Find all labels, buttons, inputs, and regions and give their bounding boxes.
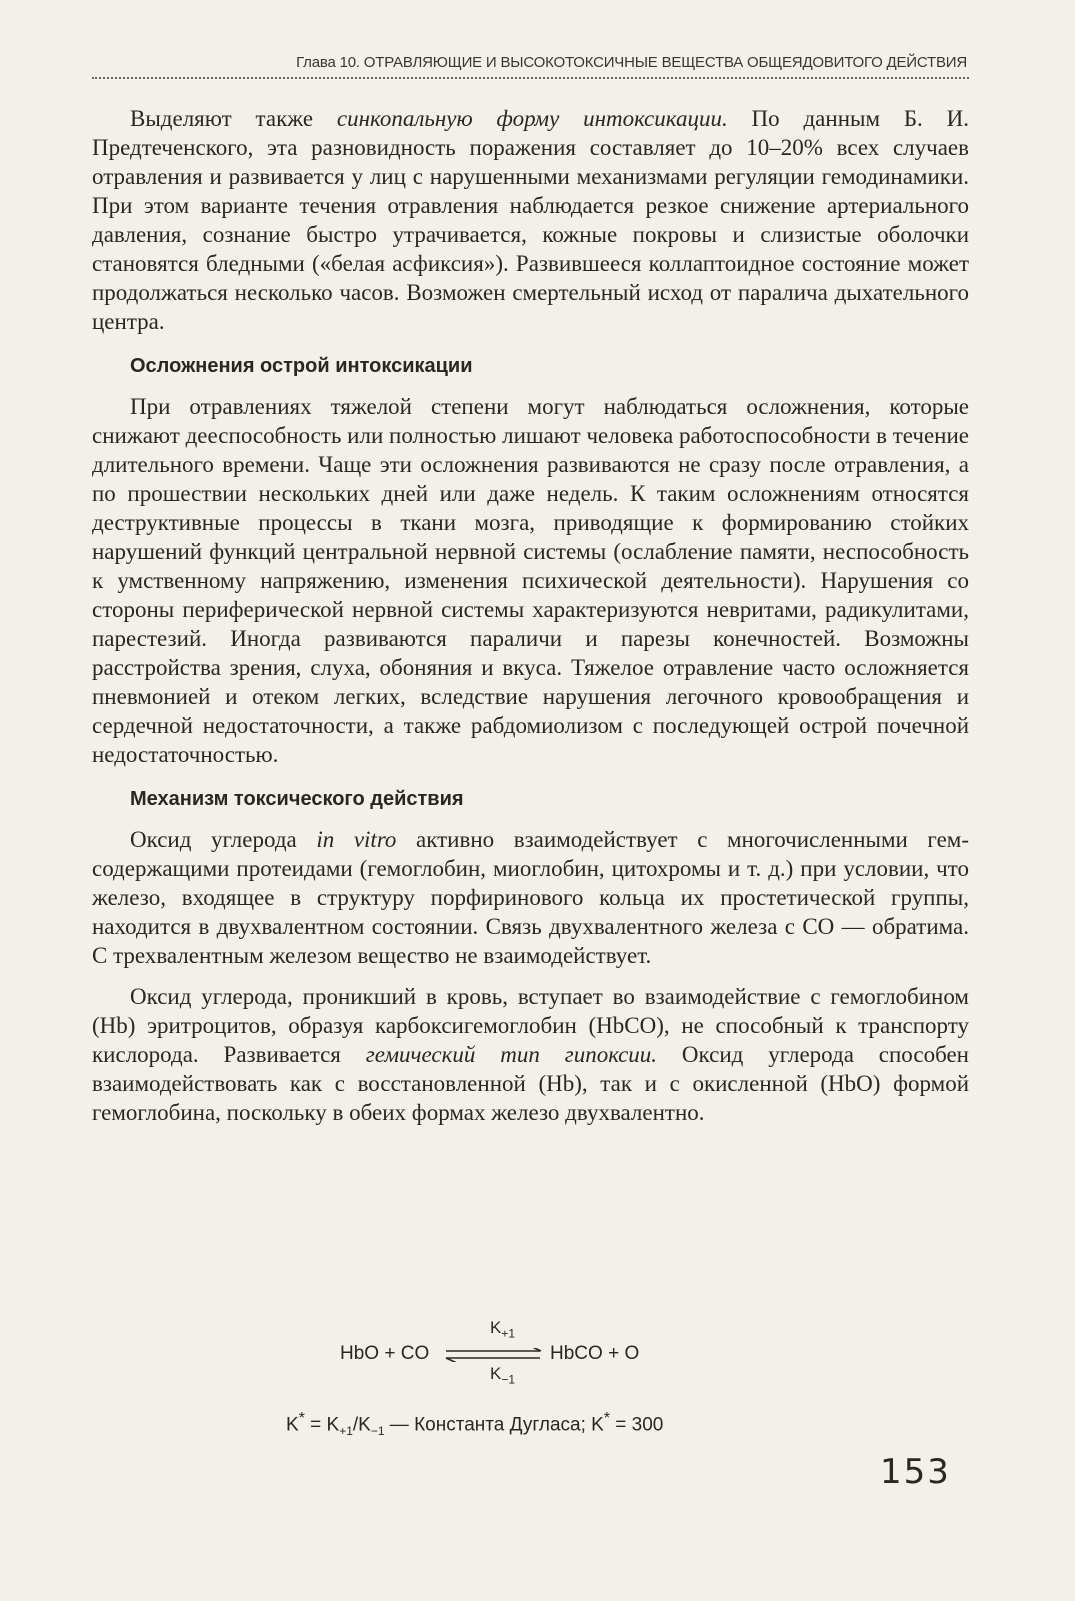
rate-constant-forward: $K_{+1}$ — [490, 1318, 516, 1341]
paragraph-complications: При отравлениях тяжелой степени могут наблюдаться осложнения, которые снижают дееспособность или полностью лишают человека работоспособности в течение длительного времени. Чаще эти осложнения развиваются не сразу после отравления, а по прошествии нескольких дней или даже недель. К таким осложнениям относятся деструктивные процессы в ткани мозга, приводящие к формированию стойких нарушений функций центральной нервной системы (ослабление памяти, неспособность к умственному напряжению, изменения психической деятельности). Нарушения со стороны периферической нервной системы характеризуются невритами, радикулитами, парестезий. Иногда развиваются параличи и парезы конечностей. Возможны расстройства зрения, слуха, обоняния и вкуса. Тяжелое отравление часто осложняется пневмонией и отеком легких, вследствие нарушения легочного кровообращения и сердечной недостаточности, а также рабдомиолизом с последующей острой почечной недостаточностью. — [92, 394, 969, 767]
emphasis-term: гемический тип гипоксии. — [365, 1042, 658, 1067]
reactants: HbO + CO — [340, 1343, 430, 1364]
section-heading-mechanism: Механизм токсического действия — [130, 788, 464, 810]
douglas-constant-line: $K^* = K_{+1}/K_{-1}$ — Константа Дугласа; K* = 300 — [286, 1410, 664, 1439]
page-body — [92, 104, 969, 1127]
header-dotted-rule — [92, 77, 969, 79]
emphasis-term: синкопальную форму интоксикации. — [336, 106, 728, 131]
section-heading-complications: Осложнения острой интоксикации — [130, 355, 473, 377]
paragraph-syncope: Выделяют также синкопальную форму интоксикации. По данным Б. И. Предтеченского, эта разновидность поражения составляет до 10–20% всех случаев отравления и развивается у лиц с нарушенными механизмами регуляции гемодинамики. При этом варианте течения отравления наблюдается резкое снижение артериального давления, сознание быстро утрачивается, кожные покровы и слизистые оболочки становятся бледными («белая асфиксия»). Развившееся коллаптоидное состояние может продолжаться несколько часов. Возможен смертельный исход от паралича дыхательного центра. — [92, 106, 970, 334]
paragraph-carboxyhemoglobin: Оксид углерода, проникший в кровь, вступает во взаимодействие с гемоглобином (Hb) эритроцитов, образуя карбоксигемоглобин (HbCO), не способный к транспорту кислорода. Развивается гемический тип гипоксии. Оксид углерода способен взаимодействовать как с восстановленной (Hb), так и с окисленной (HbO) формой гемоглобина, поскольку в обеих формах железо двухвалентно. — [92, 984, 969, 1125]
paragraph-mechanism: Оксид углерода in vitro активно взаимодействует с многочисленными гем-содержащими протеидами (гемоглобин, миоглобин, цитохромы и т. д.) при условии, что железо, входящее в структуру порфиринового кольца их простетической группы, находится в двухвалентном состоянии. Связь двухвалентного железа с СО — обратима. С трехвалентным железом вещество не взаимодействует. — [92, 827, 969, 968]
equilibrium-arrows-icon — [444, 1348, 544, 1362]
rate-constant-reverse: $K_{-1}$ — [490, 1364, 516, 1387]
page-number: 153 — [880, 1452, 951, 1492]
products: HbCO + O — [550, 1343, 640, 1364]
emphasis-term: in vitro — [316, 827, 397, 852]
running-header: Глава 10. ОТРАВЛЯЮЩИЕ И ВЫСОКОТОКСИЧНЫЕ ВЕЩЕСТВА ОБЩЕЯДОВИТОГО ДЕЙСТВИЯ — [296, 54, 967, 71]
reaction-equation — [340, 1318, 740, 1387]
